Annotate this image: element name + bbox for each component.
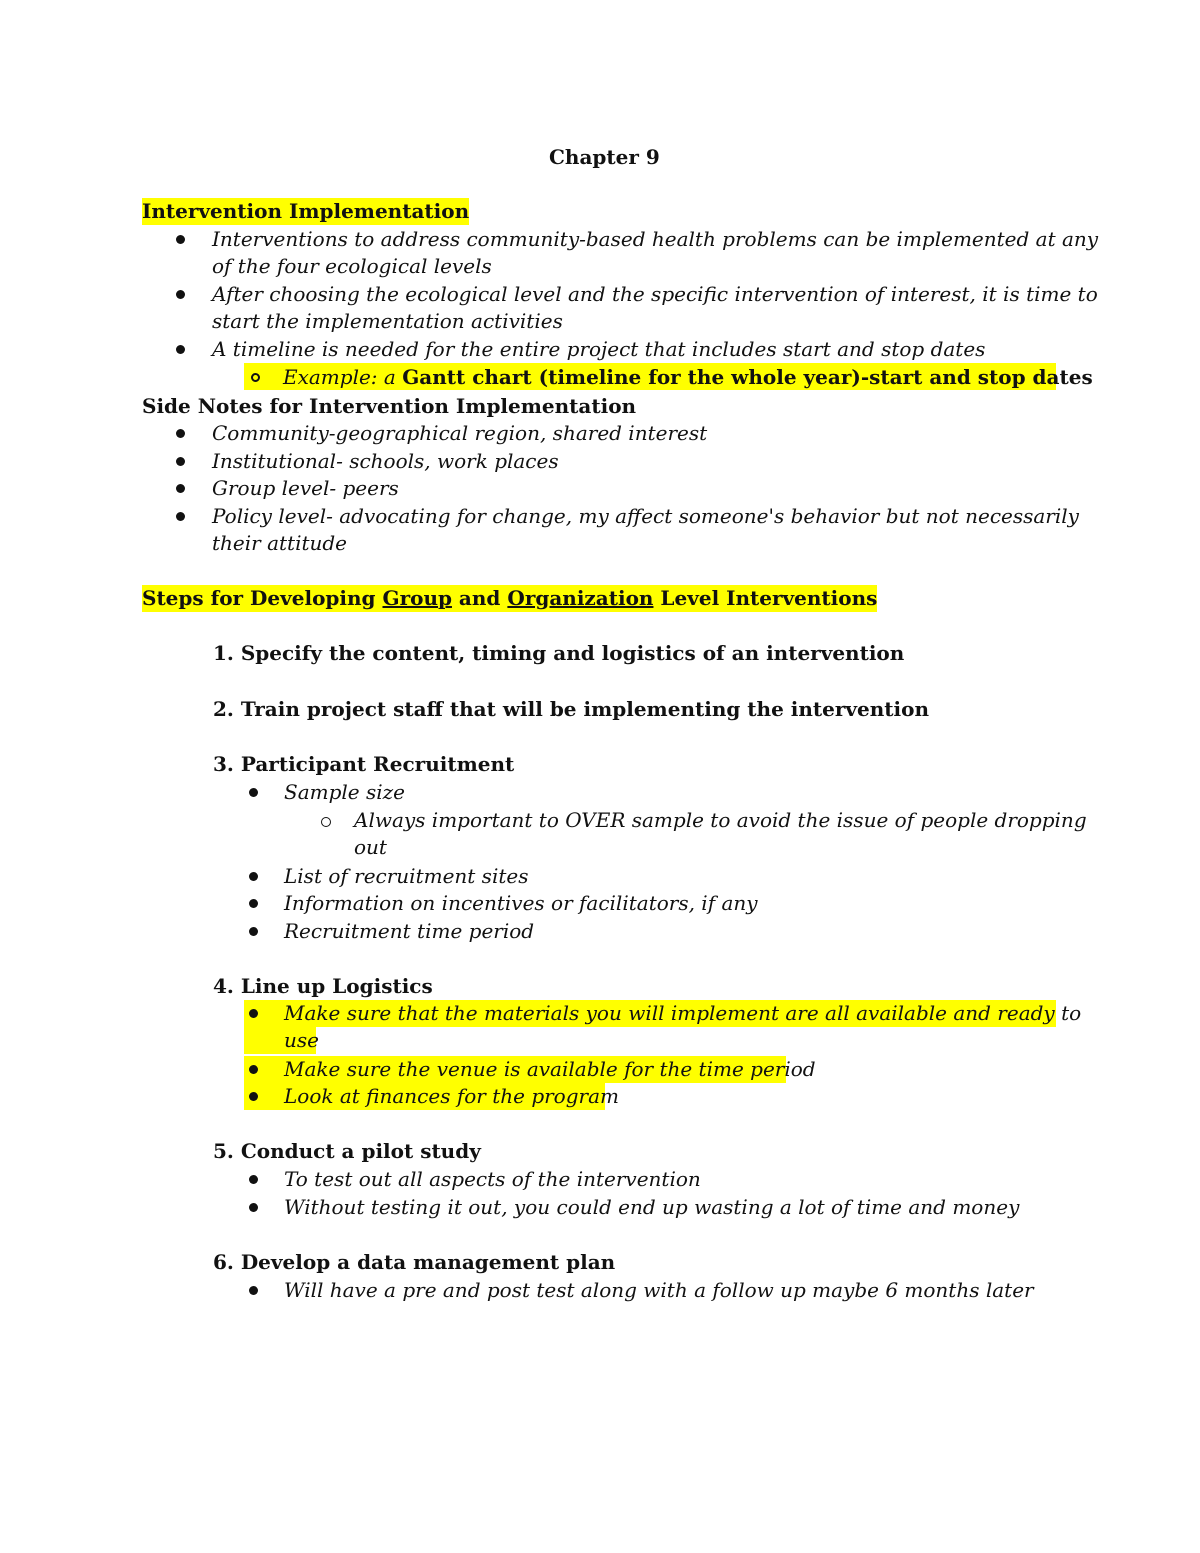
bullet-icon (176, 512, 185, 521)
bullet-text-continued: start the implementation activities (212, 309, 563, 333)
bullet-text-continued: their attitude (212, 531, 348, 555)
step-heading: 4. Line up Logistics (213, 974, 433, 998)
bullet-text: Will have a pre and post test along with a follow up maybe 6 months later (284, 1278, 1034, 1302)
step-heading: 6. Develop a data management plan (213, 1250, 616, 1274)
bullet-icon (176, 484, 185, 493)
bullet-text-continued: of the four ecological levels (212, 254, 492, 278)
heading-group-underlined: Group (382, 586, 452, 610)
bullet-icon (176, 429, 185, 438)
bullet-icon (249, 1009, 258, 1018)
bullet-text: Recruitment time period (284, 919, 535, 943)
bullet-text: After choosing the ecological level and the specific intervention of interest, it is time to (212, 282, 1098, 306)
sub-bullet-icon (251, 373, 260, 382)
bullet-text: Institutional- schools, work places (212, 449, 559, 473)
bullet-icon (249, 1203, 258, 1212)
sub-bullet-icon (321, 817, 331, 827)
sub-bullet-example (283, 364, 1093, 391)
bullet-text: Community-geographical region, shared interest (212, 421, 708, 445)
bullet-icon (249, 788, 258, 797)
bullet-icon (249, 1065, 258, 1074)
bullet-text: Make sure the venue is available for the time period (284, 1057, 816, 1081)
bullet-icon (249, 1286, 258, 1295)
step-heading: 5. Conduct a pilot study (213, 1139, 481, 1163)
bullet-text: List of recruitment sites (284, 864, 529, 888)
bullet-icon (249, 899, 258, 908)
section-heading-side-notes: Side Notes for Intervention Implementation (142, 394, 637, 418)
bullet-text: Sample size (284, 780, 406, 804)
step-heading: 3. Participant Recruitment (213, 752, 515, 776)
sub-bullet-highlight: Gantt chart (timeline for the whole year)-start and stop dates (402, 365, 1093, 389)
step-heading: 2. Train project staff that will be implementing the intervention (213, 697, 930, 721)
heading-part: and (451, 586, 508, 610)
bullet-icon (249, 1092, 258, 1101)
bullet-icon (176, 290, 185, 299)
bullet-icon (249, 1175, 258, 1184)
sub-bullet-text: Always important to OVER sample to avoid the issue of people dropping (354, 808, 1087, 832)
bullet-icon (176, 235, 185, 244)
heading-part: Level Interventions (653, 586, 878, 610)
bullet-text: Look at finances for the program (284, 1084, 619, 1108)
section-heading-intervention-implementation: Intervention Implementation (142, 199, 470, 223)
section-heading-steps (142, 585, 877, 612)
bullet-text: Interventions to address community-based health problems can be implemented at any (212, 227, 1099, 251)
sub-bullet-prefix: Example: a (283, 365, 403, 389)
bullet-text-continued: use (284, 1028, 319, 1052)
bullet-icon (249, 927, 258, 936)
heading-part: Steps for Developing (142, 586, 383, 610)
step-heading: 1. Specify the content, timing and logistics of an intervention (213, 641, 905, 665)
heading-organization-underlined: Organization (507, 586, 654, 610)
bullet-icon (176, 457, 185, 466)
bullet-text: Group level- peers (212, 476, 399, 500)
bullet-icon (249, 872, 258, 881)
bullet-text: Without testing it out, you could end up wasting a lot of time and money (284, 1195, 1020, 1219)
page-title: Chapter 9 (549, 145, 660, 169)
bullet-icon (176, 345, 185, 354)
bullet-text: A timeline is needed for the entire project that includes start and stop dates (212, 337, 986, 361)
bullet-text: Make sure that the materials you will implement are all available and ready to (284, 1001, 1082, 1025)
sub-bullet-text-continued: out (354, 835, 387, 859)
bullet-text: Policy level- advocating for change, my affect someone's behavior but not necessarily (212, 504, 1079, 528)
bullet-text: To test out all aspects of the intervention (284, 1167, 701, 1191)
bullet-text: Information on incentives or facilitators, if any (284, 891, 758, 915)
